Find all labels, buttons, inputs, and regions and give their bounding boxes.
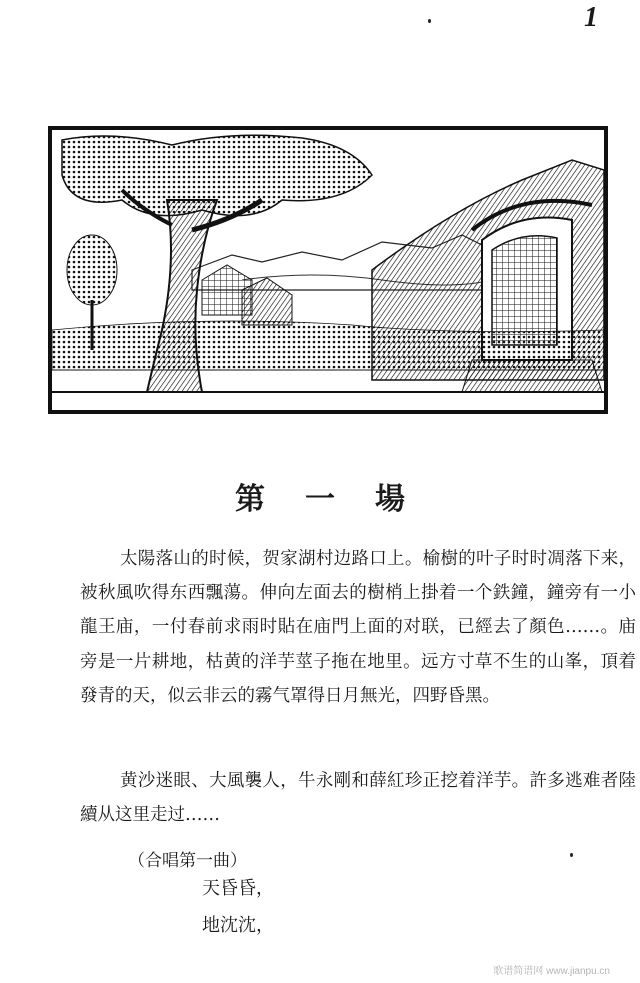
landscape-scene (52, 130, 604, 410)
song-note: （合唱第一曲） (128, 851, 247, 871)
lyric-line: 地沈沈， (202, 915, 274, 936)
lyric-line: 天昏昏， (202, 878, 274, 899)
ink-speck (570, 853, 573, 857)
ink-speck (428, 19, 431, 23)
scene-heading: 第一場 (235, 482, 445, 517)
watermark: 歌谱简谱网 www.jianpu.cn (493, 966, 610, 977)
woodcut-illustration (48, 126, 608, 414)
page-number: 1 (584, 2, 598, 33)
stage-direction-paragraph: 太陽落山的时候，贺家湖村边路口上。榆樹的叶子时时凋落下来，被秋風吹得东西飄蕩。伸向左面去的樹梢上掛着一个鉄鐘，鐘旁有一小龍王庙，一付春前求雨时貼在庙門上面的对联，已經去了顏色……。庙旁是一片耕地，枯黄的洋芋莖子拖在地里。远方寸草不生的山峯，頂着發青的天，似云非云的霧气罩得日月無光，四野昏黑。 (80, 549, 636, 706)
stage-direction-paragraph: 黄沙迷眼、大風襲人，牛永剛和薛紅珍正挖着洋芋。許多逃难者陸續从这里走过…… (80, 771, 636, 826)
